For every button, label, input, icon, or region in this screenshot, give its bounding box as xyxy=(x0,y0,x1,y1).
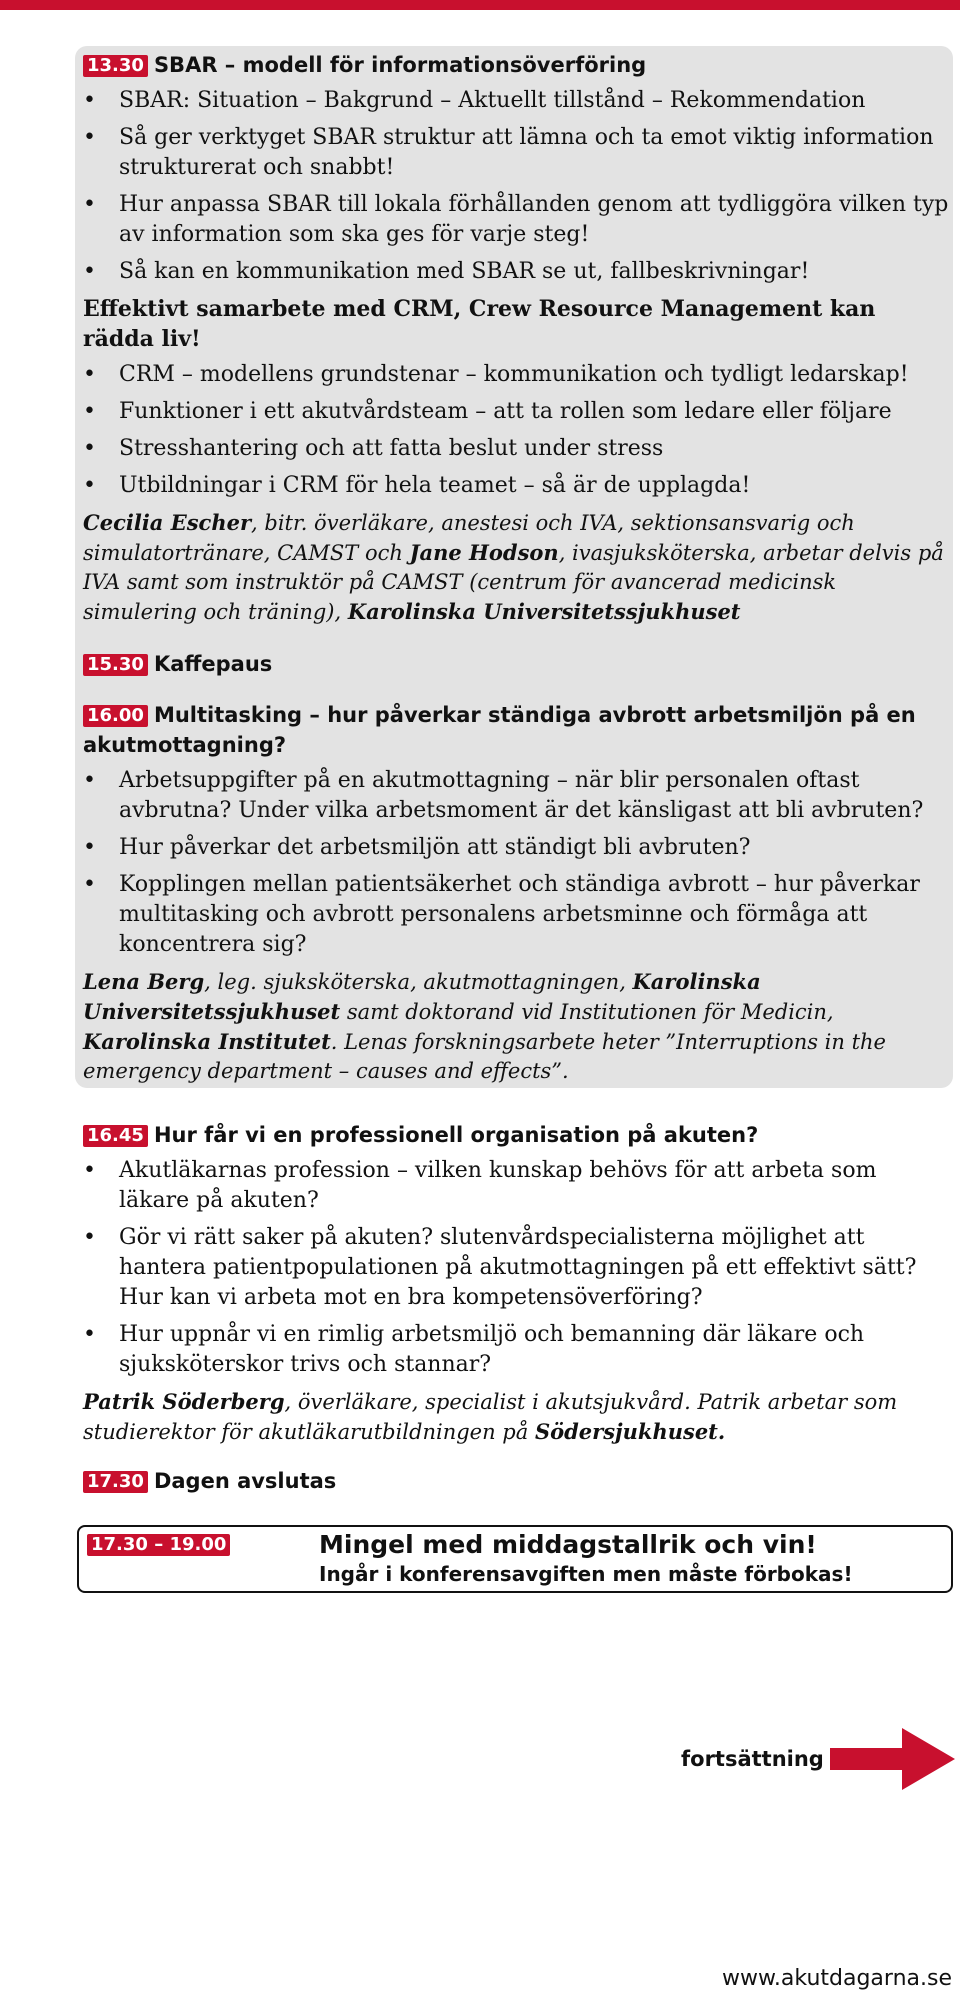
bullet-icon: • xyxy=(83,88,96,113)
session-heading xyxy=(83,1120,951,1150)
session-title: Hur får vi en professionell organisation på akuten? xyxy=(153,1123,759,1147)
session-1730 xyxy=(83,1466,951,1496)
bullet-list xyxy=(83,766,951,960)
mingel-subtitle: Ingår i konferensavgiften men måste förbokas! xyxy=(319,1562,853,1586)
session-1530 xyxy=(83,649,951,679)
bullet-icon: • xyxy=(83,399,96,424)
list-item: • Kopplingen mellan patientsäkerhet och ständiga avbrott – hur påverkar multitasking och avbrott personalens arbetsminne och förmåga att koncentrera sig? xyxy=(83,872,920,957)
time-badge: 16.45 xyxy=(83,1125,148,1147)
bullet-icon: • xyxy=(83,125,96,150)
list-item: • Arbetsuppgifter på en akutmottagning – när blir personalen oftast avbrutna? Under vilka arbetsmoment är det känsligast att bli avbruten? xyxy=(83,768,924,823)
bullet-icon: • xyxy=(83,436,96,461)
list-item: • Stresshantering och att fatta beslut under stress xyxy=(83,434,951,464)
bullet-icon: • xyxy=(83,872,96,897)
mingel-title: Mingel med middagstallrik och vin! xyxy=(319,1530,817,1559)
session-heading xyxy=(83,1466,951,1496)
mingel-box xyxy=(77,1525,953,1593)
list-item: • Så kan en kommunikation med SBAR se ut, fallbeskrivningar! xyxy=(83,257,951,287)
session-title: SBAR – modell för informationsöverföring xyxy=(153,53,647,77)
list-item: • Akutläkarnas profession – vilken kunskap behövs för att arbeta som läkare på akuten? xyxy=(83,1158,877,1213)
speaker-info: Cecilia Escher, bitr. överläkare, anestesi och IVA, sektionsansvarig och simulatortränare, CAMST och Jane Hodson, ivasjuksköterska, arbetar delvis på IVA samt som instruktör på CAMST (centrum för avancerad medicinsk simulering och träning), Karolinska Universitetssjukhuset xyxy=(83,510,944,624)
time-badge: 15.30 xyxy=(83,654,148,676)
website-url[interactable]: www.akutdagarna.se xyxy=(721,1966,952,1991)
list-item: • Hur uppnår vi en rimlig arbetsmiljö och bemanning där läkare och sjuksköterskor trivs och stannar? xyxy=(83,1322,865,1377)
time-badge: 13.30 xyxy=(83,55,148,77)
bullet-list xyxy=(83,1156,951,1380)
list-item: • SBAR: Situation – Bakgrund – Aktuellt tillstånd – Rekommendation xyxy=(83,86,951,116)
session-heading xyxy=(83,649,951,679)
bullet-icon: • xyxy=(83,192,96,217)
continue-label[interactable]: fortsättning xyxy=(681,1747,824,1771)
bullet-icon: • xyxy=(83,1158,96,1183)
bullet-icon: • xyxy=(83,473,96,498)
bullet-icon: • xyxy=(83,1225,96,1250)
session-1600 xyxy=(83,700,951,1086)
time-badge: 16.00 xyxy=(83,705,148,727)
crm-heading: Effektivt samarbete med CRM, Crew Resource Management kan rädda liv! xyxy=(83,296,876,352)
speaker-info: Lena Berg, leg. sjuksköterska, akutmottagningen, Karolinska Universitetssjukhuset samt doktorand vid Institutionen för Medicin, Karolinska Institutet. Lenas forskningsarbete heter ”Interruptions in the emergency department – causes and effects”. xyxy=(83,969,886,1083)
bullet-icon: • xyxy=(83,768,96,793)
bullet-icon: • xyxy=(83,362,96,387)
list-item: • Gör vi rätt saker på akuten? slutenvårdspecialisterna möjlighet att hantera patientpopulationen på akutmottagningen på ett effektivt sätt? Hur kan vi arbeta mot en bra kompetensöverföring? xyxy=(83,1225,917,1310)
time-badge: 17.30 – 19.00 xyxy=(87,1534,230,1556)
session-title: Kaffepaus xyxy=(153,652,273,676)
session-title: Dagen avslutas xyxy=(153,1469,337,1493)
session-1645 xyxy=(83,1120,951,1447)
session-heading xyxy=(83,50,951,80)
time-badge: 17.30 xyxy=(83,1471,148,1493)
session-1330 xyxy=(83,50,951,627)
top-rule xyxy=(0,0,960,10)
bullet-icon: • xyxy=(83,835,96,860)
session-title: Multitasking – hur påverkar ständiga avbrott arbetsmiljön på en akutmottagning? xyxy=(83,703,916,757)
list-item: • CRM – modellens grundstenar – kommunikation och tydligt ledarskap! xyxy=(83,360,951,390)
list-item: • Hur påverkar det arbetsmiljön att ständigt bli avbruten? xyxy=(83,833,951,863)
list-item: • Hur anpassa SBAR till lokala förhållanden genom att tydliggöra vilken typ av information som ska ges för varje steg! xyxy=(83,192,949,247)
bullet-icon: • xyxy=(83,259,96,284)
session-heading xyxy=(83,700,951,760)
list-item: • Så ger verktyget SBAR struktur att lämna och ta emot viktig information strukturerat och snabbt! xyxy=(83,125,934,180)
list-item: • Utbildningar i CRM för hela teamet – så är de upplagda! xyxy=(83,471,951,501)
list-item: • Funktioner i ett akutvårdsteam – att ta rollen som ledare eller följare xyxy=(83,397,951,427)
bullet-icon: • xyxy=(83,1322,96,1347)
arrow-right-icon[interactable] xyxy=(830,1728,955,1790)
bullet-list xyxy=(83,86,951,287)
speaker-info: Patrik Söderberg, överläkare, specialist i akutsjukvård. Patrik arbetar som studierektor för akutläkarutbildningen på Södersjukhuset. xyxy=(83,1389,898,1444)
bullet-list xyxy=(83,360,951,501)
